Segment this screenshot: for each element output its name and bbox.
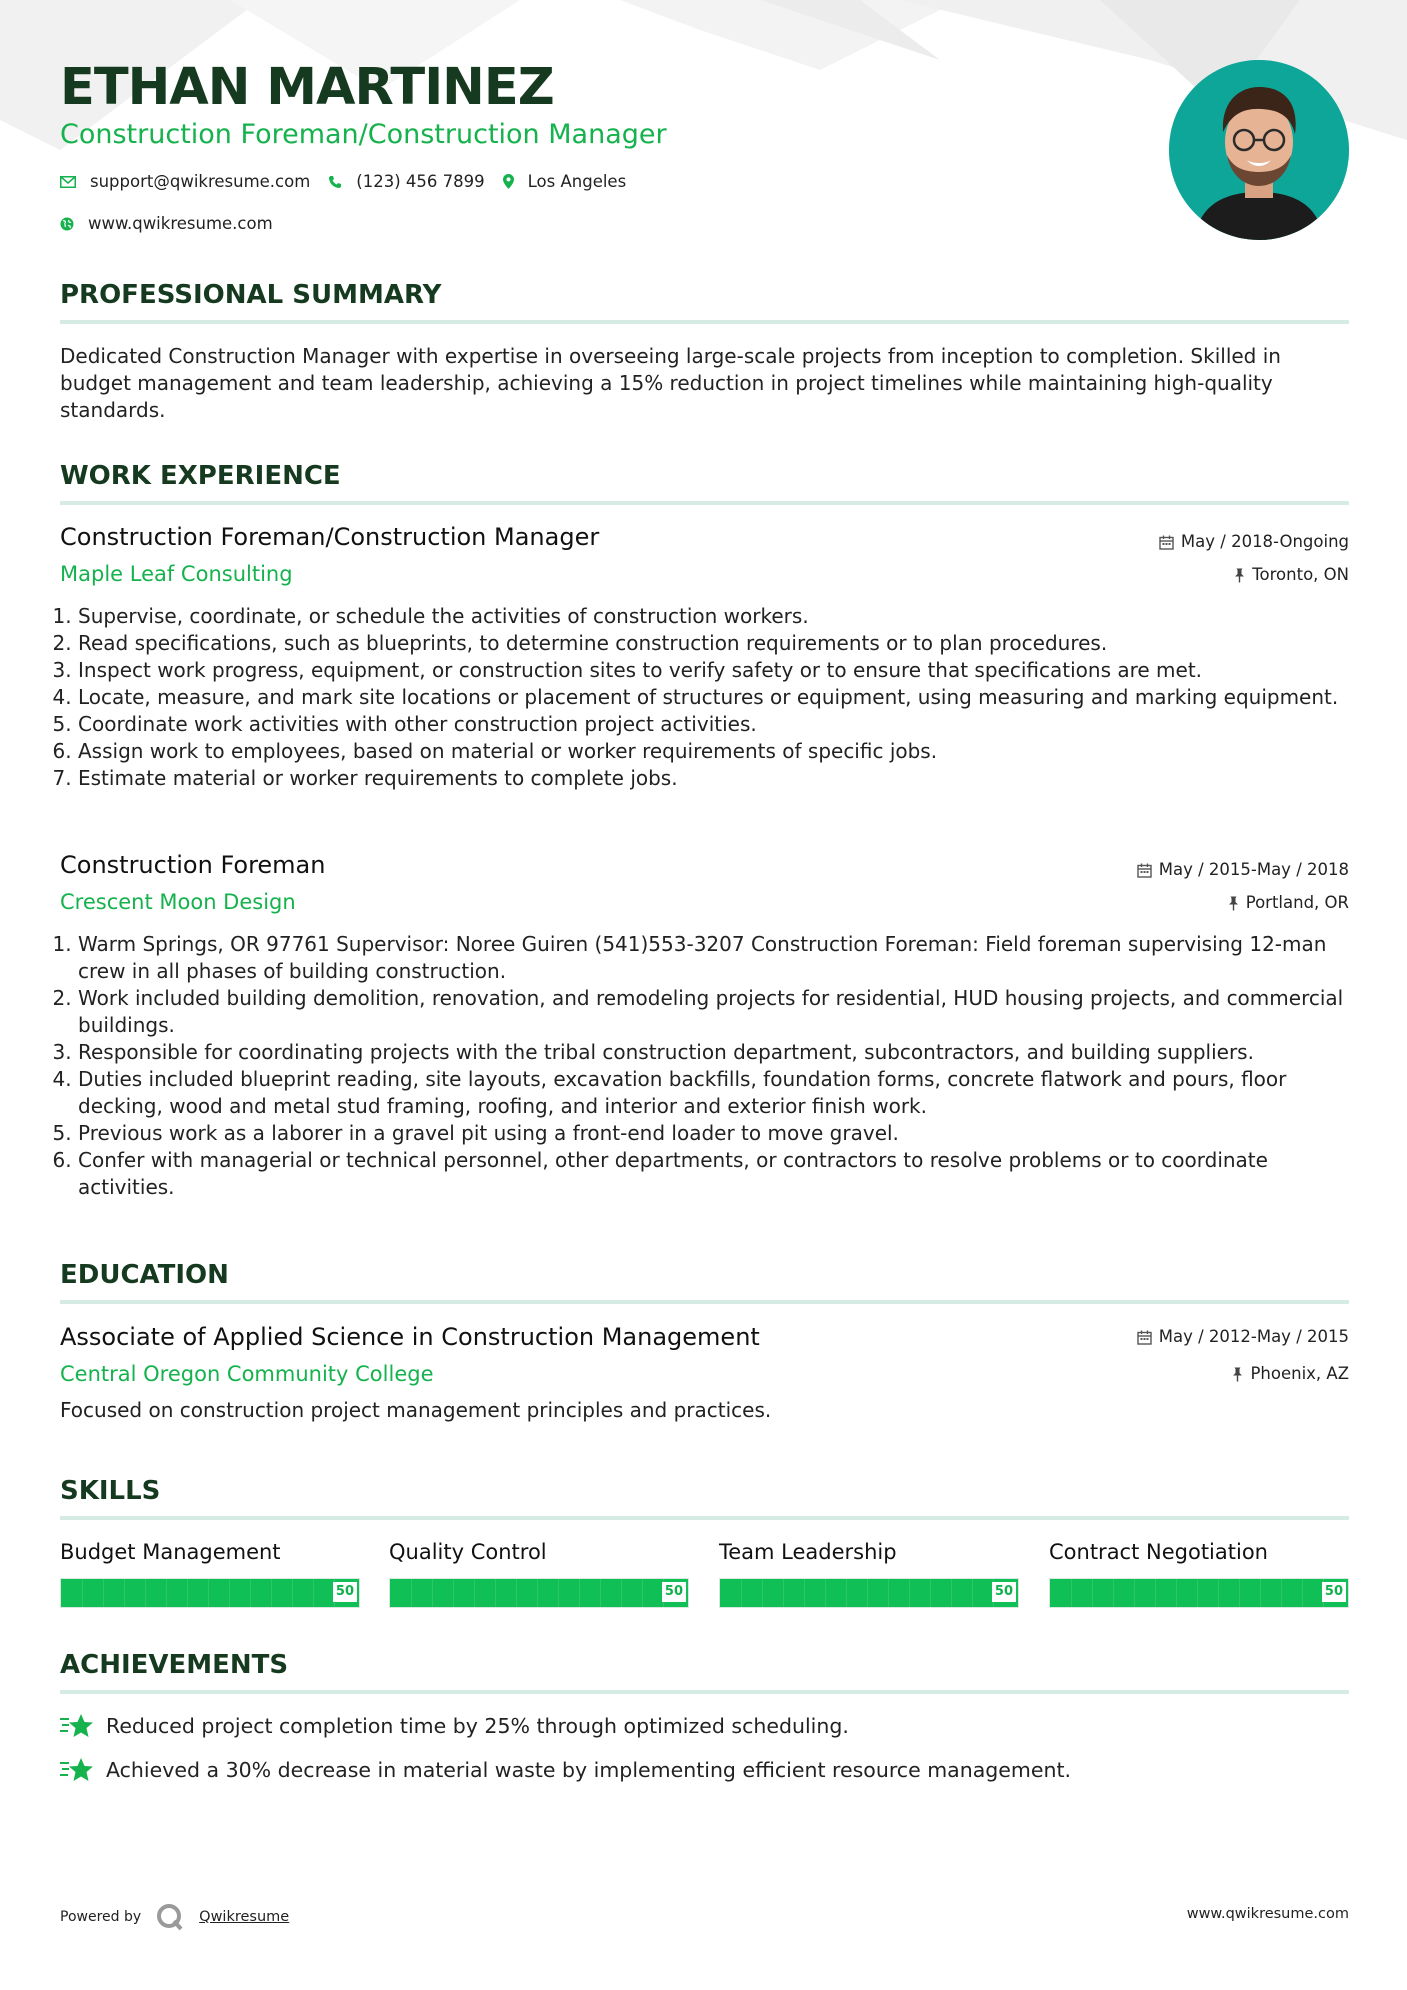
list-item: 2. Work included building demolition, renovation, and remodeling projects for residential, HUD housing projects, and commercial buildings. xyxy=(78,985,1367,1039)
star-icon xyxy=(60,1756,94,1784)
list-item: 1. Warm Springs, OR 97761 Supervisor: Noree Guiren (541)553-3207 Construction Foreman: Field foreman supervising 12-man crew in all phases of building construction. xyxy=(78,931,1367,985)
calendar-icon xyxy=(1137,863,1152,878)
skill-bar xyxy=(60,1578,360,1608)
skill-bar xyxy=(719,1578,1019,1608)
skill-bar-segment xyxy=(930,1579,931,1607)
achievement-text: Achieved a 30% decrease in material waste by implementing efficient resource management. xyxy=(106,1757,1072,1782)
job-duties-list xyxy=(60,931,1367,1201)
skill-name: Team Leadership xyxy=(719,1540,897,1564)
skill-bar-segment xyxy=(846,1579,847,1607)
powered-by-label: Powered by xyxy=(60,1909,142,1925)
skill-bar-segment xyxy=(1113,1579,1114,1607)
job-dates-text: May / 2015-May / 2018 xyxy=(1158,860,1349,879)
job-location xyxy=(1234,564,1349,586)
envelope-icon xyxy=(60,176,76,188)
skill-bar-segment xyxy=(516,1579,517,1607)
calendar-icon xyxy=(1159,535,1174,550)
avatar-illustration xyxy=(1169,60,1349,240)
pushpin-icon xyxy=(1234,568,1245,583)
calendar-icon xyxy=(1137,1330,1152,1345)
job-title: Construction Foreman xyxy=(60,851,326,879)
job-duties-list xyxy=(60,603,1367,792)
job-dates xyxy=(1137,859,1349,881)
qwikresume-link[interactable]: Qwikresume xyxy=(199,1909,290,1925)
list-item: 1. Supervise, coordinate, or schedule the activities of construction workers. xyxy=(78,603,1367,630)
skill-bar-segment xyxy=(1092,1579,1093,1607)
section-title-summary: PROFESSIONAL SUMMARY xyxy=(60,279,1349,324)
skill-bar-segment xyxy=(888,1579,889,1607)
job-location xyxy=(1228,892,1349,914)
pushpin-icon xyxy=(1228,896,1239,911)
skill-bar-segment xyxy=(208,1579,209,1607)
skill-bar-segment xyxy=(432,1579,433,1607)
education-location-text: Phoenix, AZ xyxy=(1250,1364,1349,1383)
skill-bar-segment xyxy=(1218,1579,1219,1607)
skill-name: Quality Control xyxy=(389,1540,547,1564)
candidate-name: ETHAN MARTINEZ xyxy=(60,58,554,117)
qwikresume-logo-icon xyxy=(155,1902,185,1932)
education-location xyxy=(1232,1363,1349,1385)
skill-level: 50 xyxy=(333,1582,357,1602)
star-icon xyxy=(60,1712,94,1740)
skill-item xyxy=(389,1538,689,1608)
skill-bar-segment xyxy=(474,1579,475,1607)
contact-location xyxy=(503,172,627,191)
job-company: Crescent Moon Design xyxy=(60,890,296,914)
skill-bar-segment xyxy=(1260,1579,1261,1607)
list-item: 5. Coordinate work activities with other construction project activities. xyxy=(78,711,1367,738)
job-dates xyxy=(1159,531,1349,553)
skill-bar-segment xyxy=(1176,1579,1177,1607)
job-dates-text: May / 2018-Ongoing xyxy=(1180,532,1349,551)
section-title-experience: WORK EXPERIENCE xyxy=(60,460,1349,505)
skill-bar-segment xyxy=(495,1579,496,1607)
list-item: 3. Responsible for coordinating projects with the tribal construction department, subcontractors, and building suppliers. xyxy=(78,1039,1367,1066)
list-item: 2. Read specifications, such as blueprints, to determine construction requirements or to plan procedures. xyxy=(78,630,1367,657)
achievement-item xyxy=(60,1712,849,1740)
skill-bar-segment xyxy=(783,1579,784,1607)
contact-phone[interactable] xyxy=(328,172,484,191)
achievement-text: Reduced project completion time by 25% through optimized scheduling. xyxy=(106,1713,849,1738)
summary-text: Dedicated Construction Manager with expertise in overseeing large-scale projects from inception to completion. Skilled in budget management and team leadership, achieving a 15% reduction in project timelines while maintaining high-quality standards. xyxy=(60,344,1281,422)
skill-name: Contract Negotiation xyxy=(1049,1540,1268,1564)
skill-bar-segment xyxy=(1155,1579,1156,1607)
footer-website[interactable]: www.qwikresume.com xyxy=(1186,1906,1349,1922)
skill-bar-segment xyxy=(972,1579,973,1607)
skill-bar-segment xyxy=(453,1579,454,1607)
contact-row-website xyxy=(60,214,291,233)
skill-bar-segment xyxy=(103,1579,104,1607)
list-item: 5. Previous work as a laborer in a gravel pit using a front-end loader to move gravel. xyxy=(78,1120,1367,1147)
skill-bar-segment xyxy=(145,1579,146,1607)
list-item: 4. Locate, measure, and mark site locations or placement of structures or equipment, using measuring and marking equipment. xyxy=(78,684,1367,711)
skill-bar-segment xyxy=(867,1579,868,1607)
skill-bar xyxy=(1049,1578,1349,1608)
section-title-achievements: ACHIEVEMENTS xyxy=(60,1649,1349,1694)
skill-item xyxy=(1049,1538,1349,1608)
skill-bar-segment xyxy=(82,1579,83,1607)
job-title: Construction Foreman/Construction Manager xyxy=(60,523,600,551)
skill-bar-segment xyxy=(271,1579,272,1607)
location-text: Los Angeles xyxy=(527,172,627,191)
map-pin-icon xyxy=(503,174,514,189)
skill-bar-segment xyxy=(1302,1579,1303,1607)
contact-email[interactable] xyxy=(60,172,310,191)
list-item: 6. Assign work to employees, based on material or worker requirements of specific jobs. xyxy=(78,738,1367,765)
skill-bar-segment xyxy=(124,1579,125,1607)
skill-bar-segment xyxy=(741,1579,742,1607)
phone-text: (123) 456 7899 xyxy=(356,172,485,191)
education-school: Central Oregon Community College xyxy=(60,1362,434,1386)
skill-bar xyxy=(389,1578,689,1608)
skill-bar-segment xyxy=(558,1579,559,1607)
phone-icon xyxy=(328,175,342,189)
globe-icon xyxy=(60,217,74,231)
achievement-item xyxy=(60,1756,1071,1784)
pushpin-icon xyxy=(1232,1367,1243,1382)
job-company: Maple Leaf Consulting xyxy=(60,562,293,586)
education-dates-text: May / 2012-May / 2015 xyxy=(1158,1327,1349,1346)
education-dates xyxy=(1137,1326,1349,1348)
education-description: Focused on construction project management principles and practices. xyxy=(60,1398,772,1422)
list-item: 3. Inspect work progress, equipment, or construction sites to verify safety or to ensure that specifications are met. xyxy=(78,657,1367,684)
skill-level: 50 xyxy=(662,1582,686,1602)
section-title-skills: SKILLS xyxy=(60,1475,1349,1520)
education-degree: Associate of Applied Science in Construction Management xyxy=(60,1323,760,1351)
skill-item xyxy=(719,1538,1019,1608)
skill-bar-segment xyxy=(951,1579,952,1607)
skill-bar-segment xyxy=(804,1579,805,1607)
candidate-role: Construction Foreman/Construction Manager xyxy=(60,119,667,150)
skill-level: 50 xyxy=(1322,1582,1346,1602)
skill-bar-segment xyxy=(600,1579,601,1607)
skill-bar-segment xyxy=(1071,1579,1072,1607)
skill-bar-segment xyxy=(537,1579,538,1607)
skill-item xyxy=(60,1538,360,1608)
skill-bar-segment xyxy=(187,1579,188,1607)
skill-bar-segment xyxy=(642,1579,643,1607)
skill-bar-segment xyxy=(411,1579,412,1607)
skill-bar-segment xyxy=(292,1579,293,1607)
skill-bar-segment xyxy=(825,1579,826,1607)
list-item: 6. Confer with managerial or technical personnel, other departments, or contractors to resolve problems or to coordinate activities. xyxy=(78,1147,1367,1201)
resume-page xyxy=(60,0,1349,1990)
skill-bar-segment xyxy=(621,1579,622,1607)
list-item: 7. Estimate material or worker requirements to complete jobs. xyxy=(78,765,1367,792)
skill-bar-segment xyxy=(1134,1579,1135,1607)
skill-level: 50 xyxy=(992,1582,1016,1602)
section-title-education: EDUCATION xyxy=(60,1259,1349,1304)
skill-bar-segment xyxy=(1239,1579,1240,1607)
skill-bar-segment xyxy=(1281,1579,1282,1607)
skill-bar-segment xyxy=(229,1579,230,1607)
contact-row xyxy=(60,172,644,191)
skill-bar-segment xyxy=(250,1579,251,1607)
website-text: www.qwikresume.com xyxy=(88,214,273,233)
skill-bar-segment xyxy=(166,1579,167,1607)
skill-bar-segment xyxy=(909,1579,910,1607)
skill-name: Budget Management xyxy=(60,1540,281,1564)
skill-bar-segment xyxy=(762,1579,763,1607)
footer-powered-by xyxy=(60,1902,289,1932)
skill-bar-segment xyxy=(313,1579,314,1607)
job-location-text: Portland, OR xyxy=(1245,893,1349,912)
contact-website[interactable] xyxy=(60,214,273,233)
email-text: support@qwikresume.com xyxy=(90,172,311,191)
list-item: 4. Duties included blueprint reading, site layouts, excavation backfills, foundation forms, concrete flatwork and pours, floor decking, wood and metal stud framing, roofing, and interior and exterior finish work. xyxy=(78,1066,1367,1120)
skill-bar-segment xyxy=(579,1579,580,1607)
profile-photo xyxy=(1169,60,1349,240)
skill-bar-segment xyxy=(1197,1579,1198,1607)
job-location-text: Toronto, ON xyxy=(1252,565,1349,584)
